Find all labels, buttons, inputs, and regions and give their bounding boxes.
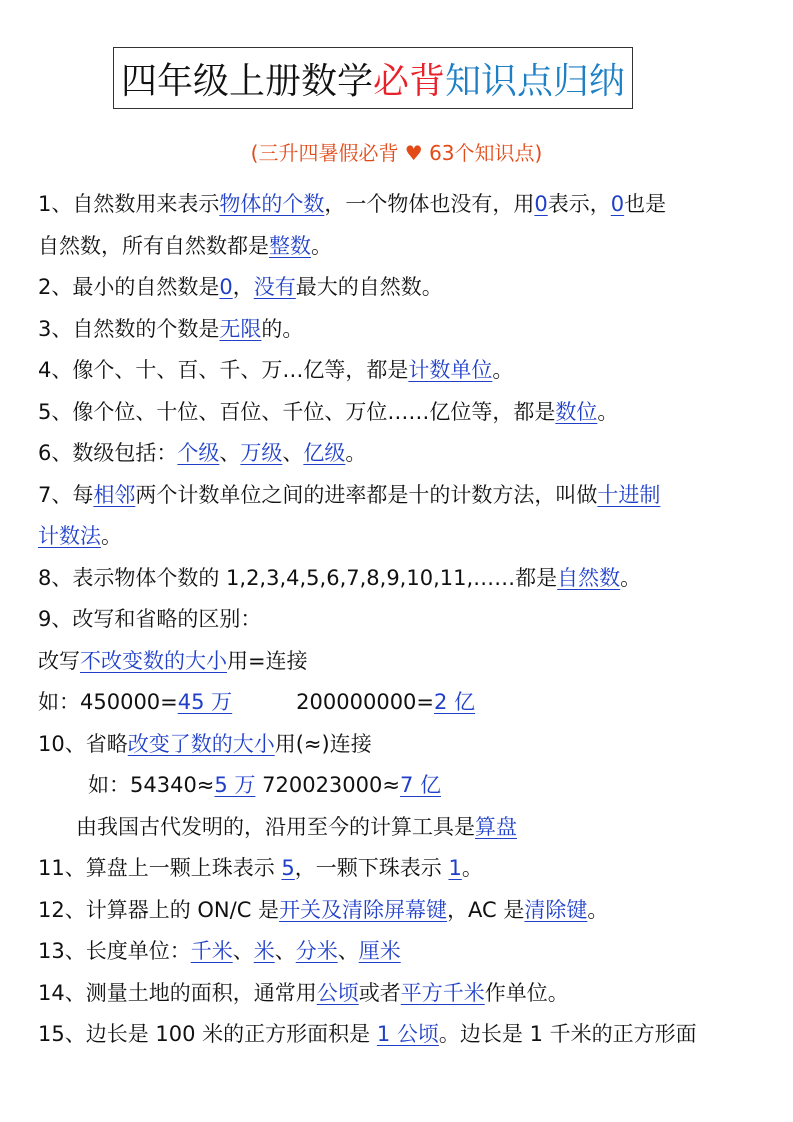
text-line: [38, 226, 768, 268]
line-text: 5、像个位、十位、百位、千位、万位……亿位等，都是: [38, 399, 556, 424]
page-title: [113, 47, 633, 109]
line-text: 、: [232, 939, 254, 963]
answer-text: 1 公顷: [376, 1022, 439, 1046]
line-text: ，一个物体也没有，用: [324, 192, 535, 216]
line-text: 。: [492, 358, 514, 382]
answer-text: 物体的个数: [219, 192, 325, 216]
answer-text: 数位: [555, 399, 598, 424]
line-text: 表示，: [547, 192, 611, 216]
answer-text: 0: [219, 275, 233, 299]
line-text: 、: [282, 441, 304, 465]
text-line: [38, 682, 768, 724]
line-text: 作单位。: [484, 980, 569, 1005]
line-text: 。: [461, 856, 483, 880]
answer-text: 相邻: [93, 482, 136, 507]
line-text: 9、改写和省略的区别：: [38, 607, 262, 631]
answer-text: 千米: [190, 939, 233, 963]
line-text: 。: [587, 897, 609, 922]
line-text: 如：450000=: [38, 690, 178, 714]
text-line: [38, 931, 768, 973]
answer-text: 5 万: [214, 773, 256, 797]
line-text: 、: [274, 939, 296, 963]
text-line: [38, 724, 768, 766]
text-line: [38, 309, 768, 351]
line-text: 也是: [624, 192, 667, 216]
text-line: [38, 475, 768, 517]
line-text: ，AC 是: [447, 897, 525, 922]
answer-text: 自然数: [557, 565, 621, 590]
text-line: [38, 807, 768, 849]
text-line: [38, 433, 768, 475]
line-text: 4、像个、十、百、千、万…亿等，都是: [38, 358, 409, 382]
line-text: 3、自然数的个数是: [38, 316, 220, 341]
line-text: 1、自然数用来表示: [38, 192, 220, 216]
answer-text: 十进制: [597, 482, 661, 507]
title-part-summary: 知识点归纳: [445, 60, 626, 102]
answer-text: 0: [534, 192, 548, 216]
text-line: [38, 350, 768, 392]
line-text: 由我国古代发明的，沿用至今的计算工具是: [76, 814, 475, 839]
text-line: [38, 558, 768, 600]
text-line: [38, 516, 768, 558]
line-text: 、: [337, 939, 359, 963]
answer-text: 改变了数的大小: [127, 731, 275, 756]
line-text: 2、最小的自然数是: [38, 275, 220, 299]
answer-text: 厘米: [358, 939, 401, 963]
text-line: [38, 392, 768, 434]
knowledge-list: [38, 184, 768, 1056]
answer-text: 2 亿: [434, 690, 476, 714]
line-text: 、: [219, 441, 241, 465]
text-line: [38, 599, 768, 641]
answer-text: 45 万: [177, 690, 233, 714]
answer-text: 1: [448, 856, 462, 880]
line-text: 如：54340≈: [88, 773, 215, 797]
line-text: 。边长是 1 千米的正方形面: [438, 1022, 697, 1046]
line-text: 的。: [261, 316, 304, 341]
line-text: 。: [345, 441, 367, 465]
answer-text: 0: [610, 192, 625, 216]
line-text: 13、长度单位：: [38, 939, 191, 963]
answer-text: 5: [281, 856, 295, 880]
text-line: [38, 890, 768, 932]
answer-text: 亿级: [303, 441, 346, 465]
text-line: [38, 848, 768, 890]
answer-text: 没有: [253, 275, 296, 299]
text-line: [38, 641, 768, 683]
line-text: 用(≈)连接: [274, 731, 372, 756]
answer-text: 开关及清除屏幕键: [279, 897, 448, 922]
line-text: 15、边长是 100 米的正方形面积是: [38, 1022, 377, 1046]
line-text: 6、数级包括：: [38, 441, 178, 465]
answer-text: 米: [253, 939, 275, 963]
line-text: 。: [101, 524, 122, 548]
line-text: 10、省略: [38, 731, 128, 756]
text-line: [38, 184, 768, 226]
answer-text: 清除键: [524, 897, 588, 922]
answer-text: 公顷: [316, 980, 359, 1005]
answer-text: 万级: [240, 441, 283, 465]
line-text: 自然数，所有自然数都是: [38, 233, 269, 258]
line-text: 720023000≈: [255, 773, 400, 797]
line-text: 最大的自然数。: [295, 275, 443, 299]
text-line: [38, 267, 768, 309]
line-text: 。: [311, 233, 332, 258]
answer-text: 计数法: [38, 524, 101, 548]
answer-text: 分米: [295, 939, 338, 963]
title-part-grade: 四年级上册数学: [120, 60, 373, 102]
title-part-must-memorize: 必背: [372, 60, 445, 102]
line-text: 14、测量土地的面积，通常用: [38, 980, 317, 1005]
line-text: 7、每: [38, 482, 94, 507]
answer-text: 无限: [219, 316, 262, 341]
answer-text: 计数单位: [408, 358, 493, 382]
answer-text: 算盘: [475, 814, 517, 839]
line-text: 。: [597, 399, 619, 424]
line-text: ，一颗下珠表示: [294, 856, 449, 880]
line-text: 8、表示物体个数的 1,2,3,4,5,6,7,8,9,10,11,……都是: [38, 565, 558, 590]
text-line: [38, 765, 768, 807]
line-text: 两个计数单位之间的进率都是十的计数方法，叫做: [135, 482, 598, 507]
line-text: 改写: [38, 648, 80, 673]
text-line: [38, 1014, 768, 1056]
line-text: ，: [232, 275, 254, 299]
answer-text: 整数: [269, 233, 311, 258]
text-line: [38, 973, 768, 1015]
line-text: 或者: [358, 980, 401, 1005]
answer-text: 个级: [177, 441, 220, 465]
line-text: 用=连接: [227, 648, 308, 673]
answer-text: 平方千米: [400, 980, 485, 1005]
line-text: 200000000=: [296, 690, 435, 714]
subtitle: (三升四暑假必背 ♥ 63个知识点): [250, 141, 543, 165]
answer-text: 7 亿: [399, 773, 442, 797]
answer-text: 不改变数的大小: [80, 648, 227, 673]
line-text: 。: [620, 565, 642, 590]
line-text: 11、算盘上一颗上珠表示: [38, 856, 282, 880]
line-text: 12、计算器上的 ON/C 是: [38, 897, 280, 922]
